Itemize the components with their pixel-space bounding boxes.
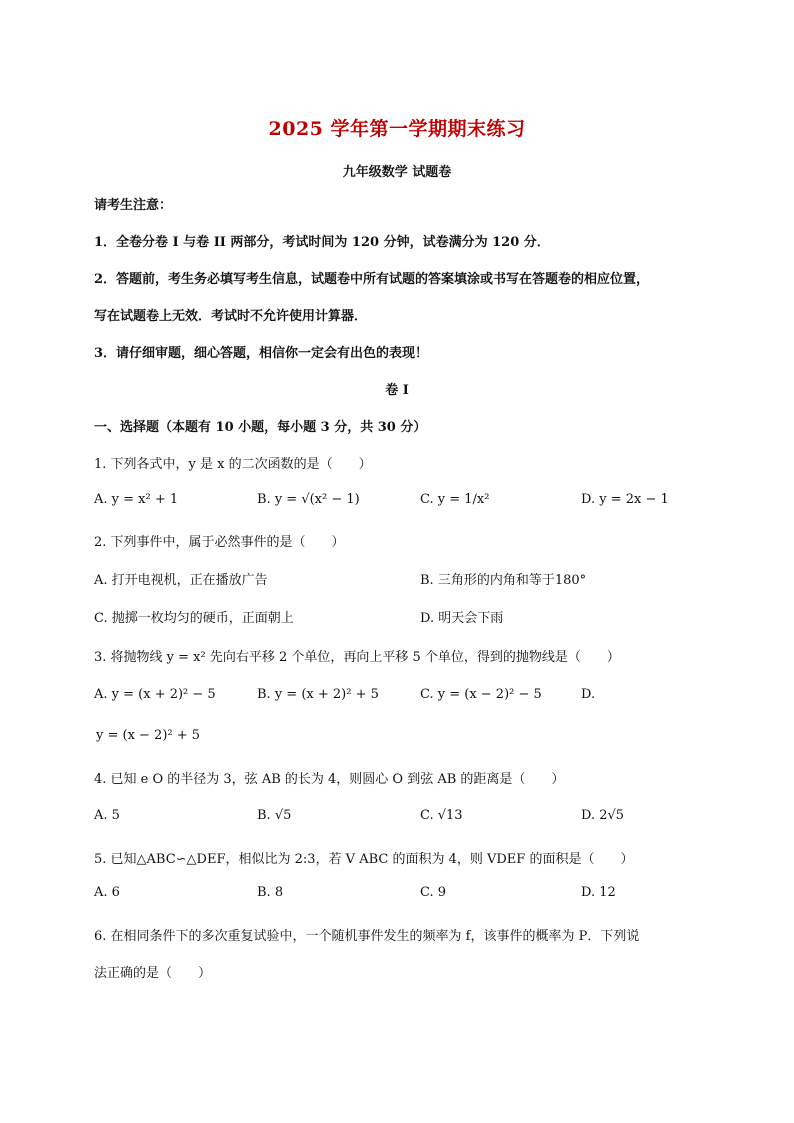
- question-5-option-b: B. 8: [257, 885, 284, 900]
- question-1-stem: 1. 下列各式中，y 是 x 的二次函数的是（ ）: [94, 457, 372, 472]
- notice-item-3: 3．请仔细审题，细心答题，相信你一定会有出色的表现！: [94, 346, 429, 361]
- question-3-option-d: D.: [581, 687, 596, 702]
- question-3-option-c: C. y = (x − 2)² − 5: [420, 687, 542, 702]
- section-heading: 一、选择题（本题有 10 小题，每小题 3 分，共 30 分）: [94, 420, 427, 435]
- question-5-option-a: A. 6: [94, 885, 120, 900]
- question-1-option-b: B. y = √(x² − 1): [257, 492, 360, 507]
- question-4-option-a: A. 5: [94, 808, 120, 823]
- question-3-option-d-expression: y = (x − 2)² + 5: [96, 728, 201, 743]
- notice-item-1: 1．全卷分卷 I 与卷 II 两部分，考试时间为 120 分钟，试卷满分为 120 分．: [94, 235, 550, 250]
- page-title: 2025 学年第一学期期末练习: [268, 118, 526, 140]
- question-5-option-c: C. 9: [420, 885, 447, 900]
- notice-item-2b: 写在试题卷上无效．考试时不允许使用计算器．: [94, 309, 368, 324]
- question-3-stem: 3. 将抛物线 y = x² 先向右平移 2 个单位，再向上平移 5 个单位，得到的抛物线是（ ）: [94, 650, 620, 665]
- question-1-option-a: A. y = x² + 1: [94, 492, 179, 507]
- question-2-option-a: A. 打开电视机，正在播放广告: [94, 573, 268, 588]
- question-5-option-d: D. 12: [581, 885, 616, 900]
- question-4-option-d: D. 2√5: [581, 808, 625, 823]
- question-5-stem: 5. 已知△ABC∽△DEF，相似比为 2:3，若 V ABC 的面积为 4，则 VDEF 的面积是（ ）: [94, 852, 634, 867]
- volume-label: 卷 I: [385, 383, 409, 398]
- question-1-option-c: C. y = 1/x²: [420, 492, 490, 507]
- question-2-option-b: B. 三角形的内角和等于180°: [420, 573, 587, 588]
- notice-heading: 请考生注意：: [94, 198, 173, 213]
- question-3-option-b: B. y = (x + 2)² + 5: [257, 687, 379, 702]
- question-2-stem: 2. 下列事件中，属于必然事件的是（ ）: [94, 535, 345, 550]
- question-2-option-c: C. 抛掷一枚均匀的硬币，正面朝上: [94, 611, 294, 626]
- question-3-option-a: A. y = (x + 2)² − 5: [94, 687, 216, 702]
- page-subtitle: 九年级数学 试题卷: [342, 165, 452, 180]
- notice-item-2a: 2．答题前，考生务必填写考生信息，试题卷中所有试题的答案填涂或书写在答题卷的相应位置，: [94, 272, 650, 287]
- question-6-stem-line-2: 法正确的是（ ）: [94, 966, 212, 981]
- question-4-option-b: B. √5: [257, 808, 292, 823]
- question-4-option-c: C. √13: [420, 808, 463, 823]
- question-2-option-d: D. 明天会下雨: [420, 611, 504, 626]
- question-4-stem: 4. 已知 e O 的半径为 3，弦 AB 的长为 4，则圆心 O 到弦 AB 的距离是（ ）: [94, 772, 565, 787]
- question-1-option-d: D. y = 2x − 1: [581, 492, 669, 507]
- question-6-stem-line-1: 6. 在相同条件下的多次重复试验中，一个随机事件发生的频率为 f，该事件的概率为 P．下列说: [94, 929, 640, 944]
